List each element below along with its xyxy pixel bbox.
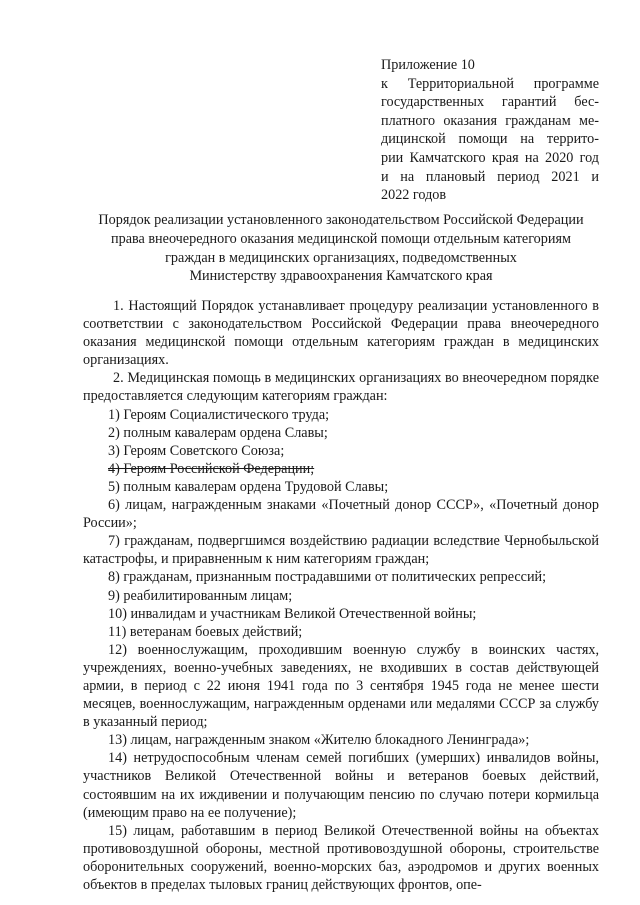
appendix-line: 2022 годов [381,187,447,204]
list-item: 10) инвалидам и участникам Великой Отечественной войны; [108,605,477,622]
appendix-line: к Территориальной программе [381,75,599,92]
list-item: 1) Героям Социалистического труда; [108,406,330,423]
document-title [60,211,622,286]
paragraph-2: 2. Медицинская помощь в медицинских организациях во внеочередном порядке предоставляется следующим категориям граждан: [83,370,599,405]
list-item [83,460,599,478]
document-body [83,297,599,894]
appendix-line: дицинской помощи на террито- [381,131,599,148]
title-line: граждан в медицинских организациях, подведомственных [165,249,517,266]
appendix-line: Приложение 10 [381,57,475,73]
list-item: 13) лицам, награжденным знаком «Жителю блокадного Ленинграда»; [108,732,530,749]
appendix-line: платного оказания гражданам ме- [381,112,599,129]
struck-text: 4) Героям Российской Федерации; [108,460,315,477]
list-item: 6) лицам, награжденным знаками «Почетный донор СССР», «Почетный донор России»; [83,497,599,532]
paragraph-1: 1. Настоящий Порядок устанавливает процедуру реализации установленного в соответствии с законодательством Российской Федерации права внеочередного оказания медицинской помощи отдельным категориям граждан в медицинских организациях. [83,298,599,369]
list-item: 5) полным кавалерам ордена Трудовой Славы; [108,478,389,495]
appendix-line: государственных гарантий бес- [381,94,599,111]
list-item: 7) гражданам, подвергшимся воздействию радиации вследствие Чернобыльской катастрофы, и приравненным к ним категориям граждан; [83,533,599,568]
appendix-line: и на плановый период 2021 и [381,168,599,185]
list-item: 14) нетрудоспособным членам семей погибших (умерших) инвалидов войны, участников Великой Отечественной войны и ветеранов боевых действий, состоявшим на их иждивении и получающим пенсию по случаю потери кормильца (имеющим право на ее получение); [83,750,599,821]
list-item: 8) гражданам, признанным пострадавшими от политических репрессий; [108,569,547,586]
list-item: 2) полным кавалерам ордена Славы; [108,424,328,441]
title-line: Порядок реализации установленного законодательством Российской Федерации [98,212,584,228]
appendix-note [381,56,599,205]
appendix-line: рии Камчатского края на 2020 год [381,149,599,166]
title-line: Министерству здравоохранения Камчатского края [189,268,493,285]
title-line: права внеочередного оказания медицинской помощи отдельным категориям [111,230,571,247]
list-item: 9) реабилитированным лицам; [108,587,293,604]
list-item: 12) военнослужащим, проходившим военную службу в воинских частях, учреждениях, военно-учебных заведениях, не входивших в состав действующей армии, в период с 22 июня 1941 года по 3 сентября 1945 года не менее шести месяцев, военнослужащим, награжденным орденами или медалями СССР за службу в указанный период; [83,641,599,731]
list-item: 3) Героям Советского Союза; [108,442,285,459]
list-item: 15) лицам, работавшим в период Великой Отечественной войны на объектах противовоздушной обороны, местной противовоздушной обороны, строительстве оборонительных сооружений, военно-морских баз, аэродромов и других военных объектов в пределах тыловых границ действующих фронтов, опе- [83,822,599,893]
list-item: 11) ветеранам боевых действий; [108,623,303,640]
